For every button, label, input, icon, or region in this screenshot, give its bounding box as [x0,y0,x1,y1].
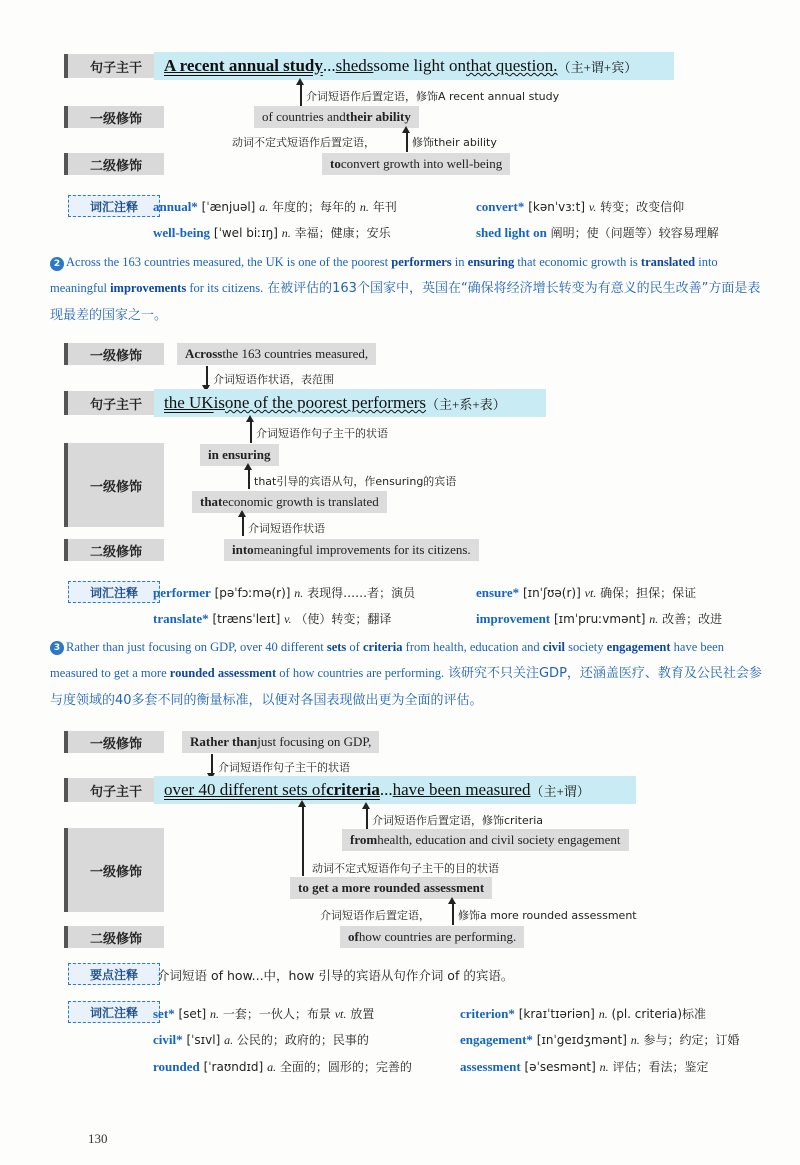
label-level2: 二级修饰 [68,153,164,175]
level1-bar [254,106,419,128]
arrow-up [452,903,454,925]
modifier-note: 动词不定式短语作后置定语， [232,136,375,149]
sentence-number: 3 [50,641,64,655]
label-level2: 二级修饰 [68,926,164,948]
modifier-note: 修饰a more rounded assessment [458,909,637,922]
key-points-text: 介词短语 of how...中，how 引导的宾语从句作介词 of 的宾语。 [157,968,514,983]
modifier-note: 介词短语作句子主干的状语 [218,761,350,774]
label-level1: 一级修饰 [68,828,164,912]
vocab-tag: 词汇注释 [68,195,160,217]
modifier-note: 介词短语作后置定语，修饰A recent annual study [306,90,560,103]
vocab-tag: 词汇注释 [68,1001,160,1023]
subject: A recent annual study [164,56,323,75]
level1-bar: from health, education and civil society engagement [342,829,629,851]
vocab-entry: civil* [ˈsɪvl] a. 公民的；政府的；民事的 [153,1032,369,1047]
label-main-clause: 句子主干 [68,391,164,415]
modifier-note: 介词短语作后置定语，修饰criteria [372,814,544,827]
vocab-tag: 词汇注释 [68,581,160,603]
arrow-up [302,806,304,876]
label-level1: 一级修饰 [68,343,164,365]
arrow-up [250,421,252,443]
level1-bar: Rather than just focusing on GDP, [182,731,379,753]
ellipsis: ... [322,56,336,75]
modifier-note: 介词短语作状语 [248,522,325,535]
arrow-up [406,132,408,152]
level1-bar: that economic growth is translated [192,491,387,513]
main-mid: some light on [373,56,466,75]
arrow-up [366,808,368,830]
vocab-entry: rounded [ˈraʊndɪd] a. 全面的；圆形的；完善的 [153,1059,412,1074]
level2-text: convert growth into well-being [340,156,503,171]
modifier-note: 修饰their ability [412,136,497,149]
key-points-tag: 要点注释 [68,963,160,985]
sentence-number: 2 [50,257,64,271]
arrow-up [300,84,302,106]
level2-bar: into meaningful improvements for its citizens. [224,539,479,561]
modifier-note: 介词短语作句子主干的状语 [256,427,388,440]
label-main-clause: 句子主干 [68,54,164,78]
label-level1: 一级修饰 [68,106,164,128]
vocab-entry: well-being [ˈwel biːɪŋ] n. 幸福；健康；安乐 [153,225,391,240]
level1-bar: to get a more rounded assessment [290,877,492,899]
vocab-entry: translate* [trænsˈleɪt] v. （使）转变；翻译 [153,611,392,626]
vocab-entry: shed light on 阐明；使（问题等）较容易理解 [476,225,719,240]
vocab-entry: improvement [ɪmˈpruːvmənt] n. 改善；改进 [476,611,723,626]
vocab-entry: convert* [kənˈvɜːt] v. 转变；改变信仰 [476,199,685,214]
main-clause-bar: the UK is one of the poorest performers （主+系+表） [154,389,546,417]
arrow-down [206,366,208,386]
level1-text: of countries and [262,109,346,124]
arrow-up [242,516,244,536]
vocab-entry: engagement* [ɪnˈgeɪdʒmənt] n. 参与；约定；订婚 [460,1032,740,1047]
level1-bar: Across the 163 countries measured, [177,343,376,365]
verb: sheds [335,56,374,75]
vocab-entry: performer [pəˈfɔːmə(r)] n. 表现得……者；演员 [153,585,416,600]
vocab-entry: annual* [ˈænjuəl] a. 年度的；每年的 n. 年刊 [153,199,397,214]
vocab-entry: set* [set] n. 一套；一伙人；布景 vt. 放置 [153,1006,375,1021]
level1-bold: their ability [345,109,411,124]
level2-bar: of how countries are performing. [340,926,524,948]
arrow-up [248,469,250,489]
label-level1: 一级修饰 [68,731,164,753]
modifier-note: 动词不定式短语作句子主干的目的状语 [312,862,499,875]
label-main-clause: 句子主干 [68,778,164,802]
modifier-note: 介词短语作后置定语， [320,909,430,922]
level2-bar [322,153,510,175]
level2-bold: to [330,156,341,171]
level1-bar: in ensuring [200,444,279,466]
structure-note: （主+谓+宾） [557,59,638,75]
object: that question. [465,56,558,75]
vocab-entry: criterion* [kraɪˈtɪəriən] n. (pl. criteria)标准 [460,1006,707,1021]
vocab-entry: ensure* [ɪnˈʃʊə(r)] vt. 确保；担保；保证 [476,585,697,600]
main-clause-bar: over 40 different sets of criteria ... have been measured （主+谓） [154,776,636,804]
modifier-note: that引导的宾语从句，作ensuring的宾语 [254,475,457,488]
sentence-paragraph: Across the 163 countries measured, the UK is one of the poorest performers in ensuring that economic growth is translated into meaningful improvements for its citizens. 在被评估的163个国家中，英国在“确保将经济增长转变为有意义的民生改善”方面是表现最差的国家之一。 [50,255,761,323]
page-number: 130 [88,1131,108,1146]
label-level1: 一级修饰 [68,443,164,527]
main-clause-bar [154,52,674,80]
modifier-note: 介词短语作状语，表范围 [213,373,334,386]
vocab-entry: assessment [əˈsesmənt] n. 评估；看法；鉴定 [460,1059,709,1074]
sentence-paragraph: Rather than just focusing on GDP, over 40 different sets of criteria from health, education and civil society engagement have been measured to get a more rounded assessment of how countries are performing. 该研究不只关注GDP，还涵盖医疗、教育及公民社会参与度领域的40多套不同的衡量标准，以便对各国表现做出更为全面的评估。 [50,640,762,708]
label-level2: 二级修饰 [68,539,164,561]
arrow-down [211,754,213,774]
